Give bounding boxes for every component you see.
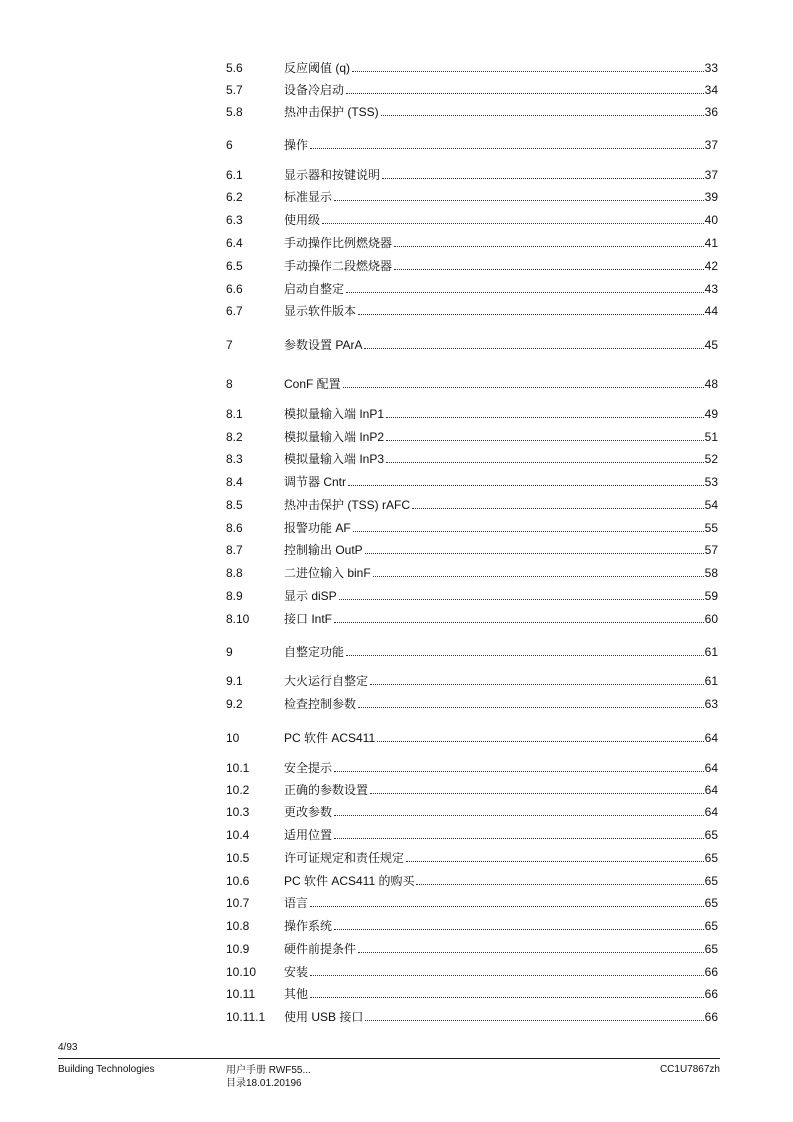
toc-title-line: [284, 827, 718, 843]
toc-entry[interactable]: [226, 337, 718, 353]
toc-entry[interactable]: [226, 82, 718, 98]
toc-page-number: 40: [704, 213, 718, 227]
toc-title-line: [284, 258, 718, 274]
dot-leader: [346, 92, 704, 94]
toc-title-line: [284, 406, 718, 422]
toc-section-number: 10.11.1: [226, 1010, 266, 1024]
toc-section-title: 模拟量输入端 InP3: [284, 452, 385, 466]
toc-entry[interactable]: [226, 520, 718, 536]
toc-section-number: 10.1: [226, 761, 250, 775]
dot-leader: [310, 905, 704, 907]
toc-section-number: 10.11: [226, 987, 256, 1001]
toc-title-line: [284, 303, 718, 319]
toc-title-line: [284, 611, 718, 627]
toc-section-title: 更改参数: [284, 805, 333, 819]
toc-page-number: 55: [704, 521, 718, 535]
toc-section-title: 模拟量输入端 InP2: [284, 430, 385, 444]
toc-section-title: 其他: [284, 987, 309, 1001]
toc-title-line: [284, 542, 718, 558]
dot-leader: [358, 706, 704, 708]
toc-title-line: [284, 588, 718, 604]
toc-title-line: [284, 212, 718, 228]
toc-section-title: 二进位输入 binF: [284, 566, 371, 580]
toc-section-title: ConF 配置: [284, 377, 341, 391]
toc-title-line: [284, 429, 718, 445]
toc-section-number: 8: [226, 377, 233, 391]
toc-section-title: 接口 IntF: [284, 612, 333, 626]
toc-section-number: 6.7: [226, 304, 243, 318]
toc-title-line: [284, 281, 718, 297]
toc-title-line: [284, 964, 718, 980]
toc-page-number: 54: [704, 498, 718, 512]
toc-section-title: 反应阈值 (q): [284, 61, 351, 75]
toc-entry[interactable]: [226, 782, 718, 798]
dot-leader: [406, 860, 704, 862]
toc-section-number: 8.6: [226, 521, 243, 535]
toc-page-number: 64: [704, 731, 718, 745]
toc-section-number: 10.7: [226, 896, 250, 910]
toc-title-line: [284, 644, 718, 660]
toc-title-line: [284, 451, 718, 467]
dot-leader: [386, 439, 704, 441]
toc-entry[interactable]: [226, 986, 718, 1002]
dot-leader: [394, 268, 704, 270]
toc-entry[interactable]: [226, 376, 718, 392]
toc-section-title: 控制输出 OutP: [284, 543, 363, 557]
toc-title-line: [284, 986, 718, 1002]
toc-section-number: 9.2: [226, 697, 243, 711]
toc-title-line: [284, 337, 718, 353]
toc-entry[interactable]: [226, 644, 718, 660]
dot-leader: [377, 740, 703, 742]
toc-section-title: 热冲击保护 (TSS): [284, 105, 379, 119]
toc-section-number: 8.2: [226, 430, 243, 444]
toc-entry[interactable]: [226, 474, 718, 490]
toc-entry[interactable]: [226, 873, 718, 889]
dot-leader: [310, 147, 704, 149]
footer-manual-info: [226, 1064, 311, 1090]
toc-page-number: 66: [704, 965, 718, 979]
toc-page-number: 36: [704, 105, 718, 119]
toc-section-number: 9: [226, 645, 233, 659]
toc-page-number: 65: [704, 874, 718, 888]
toc-page-number: 59: [704, 589, 718, 603]
toc-section-number: 8.1: [226, 407, 243, 421]
toc-section-number: 6.6: [226, 282, 243, 296]
toc-title-line: [284, 520, 718, 536]
toc-entry[interactable]: [226, 258, 718, 274]
toc-page-number: 60: [704, 612, 718, 626]
toc-page-number: 66: [704, 1010, 718, 1024]
toc-section-title: 正确的参数设置: [284, 783, 369, 797]
toc-title-line: [284, 760, 718, 776]
toc-section-title: 设备冷启动: [284, 83, 345, 97]
dot-leader: [348, 484, 704, 486]
toc-page-number: 64: [704, 805, 718, 819]
toc-section-number: 10.4: [226, 828, 250, 842]
toc-title-line: [284, 189, 718, 205]
dot-leader: [352, 70, 704, 72]
toc-section-title: 调节器 Cntr: [284, 475, 347, 489]
dot-leader: [334, 814, 704, 816]
toc-page-number: 41: [704, 236, 718, 250]
toc-section-title: 自整定功能: [284, 645, 345, 659]
toc-section-title: 硬件前提条件: [284, 942, 357, 956]
toc-section-number: 8.8: [226, 566, 243, 580]
toc-section-title: 适用位置: [284, 828, 333, 842]
toc-title-line: [284, 804, 718, 820]
toc-entry[interactable]: [226, 1009, 718, 1025]
toc-page-number: 45: [704, 338, 718, 352]
toc-title-line: [284, 730, 718, 746]
toc-entry[interactable]: [226, 850, 718, 866]
toc-section-title: 显示器和按键说明: [284, 168, 381, 182]
toc-page-number: 65: [704, 896, 718, 910]
toc-section-title: 使用级: [284, 213, 321, 227]
toc-title-line: [284, 1009, 718, 1025]
toc-title-line: [284, 673, 718, 689]
toc-entry[interactable]: [226, 235, 718, 251]
toc-entry[interactable]: [226, 827, 718, 843]
dot-leader: [370, 683, 704, 685]
toc-page-number: 65: [704, 828, 718, 842]
toc-entry[interactable]: [226, 167, 718, 183]
toc-entry[interactable]: [226, 673, 718, 689]
toc-entry[interactable]: [226, 281, 718, 297]
toc-page-number: 48: [704, 377, 718, 391]
toc-section-number: 8.9: [226, 589, 243, 603]
dot-leader: [334, 837, 704, 839]
dot-leader: [322, 222, 704, 224]
toc-title-line: [284, 82, 718, 98]
toc-title-line: [284, 941, 718, 957]
toc-section-title: 安全提示: [284, 761, 333, 775]
toc-entry[interactable]: [226, 429, 718, 445]
dot-leader: [334, 928, 704, 930]
dot-leader: [386, 461, 704, 463]
toc-section-number: 10.2: [226, 783, 250, 797]
toc-page-number: 61: [704, 645, 718, 659]
toc-section-number: 8.4: [226, 475, 243, 489]
dot-leader: [365, 1019, 703, 1021]
dot-leader: [358, 313, 704, 315]
toc-section-number: 10.6: [226, 874, 250, 888]
toc-title-line: [284, 137, 718, 153]
toc-entry[interactable]: [226, 565, 718, 581]
toc-section-title: 参数设置 PArA: [284, 338, 363, 352]
toc-section-number: 6.4: [226, 236, 243, 250]
toc-page-number: 52: [704, 452, 718, 466]
toc-entry[interactable]: [226, 941, 718, 957]
toc-title-line: [284, 474, 718, 490]
toc-entry[interactable]: [226, 588, 718, 604]
dot-leader: [310, 996, 704, 998]
toc-page-number: 58: [704, 566, 718, 580]
toc-entry[interactable]: [226, 895, 718, 911]
toc-section-title: 手动操作比例燃烧器: [284, 236, 393, 250]
toc-entry[interactable]: [226, 212, 718, 228]
toc-page-number: 64: [704, 761, 718, 775]
toc-section-number: 10.10: [226, 965, 257, 979]
toc-page-number: 61: [704, 674, 718, 688]
toc-entry[interactable]: [226, 189, 718, 205]
toc-section-title: 使用 USB 接口: [284, 1010, 364, 1024]
toc-title-line: [284, 497, 718, 513]
toc-page-number: 63: [704, 697, 718, 711]
toc-section-number: 5.8: [226, 105, 243, 119]
dot-leader: [370, 792, 704, 794]
toc-page-number: 34: [704, 83, 718, 97]
toc-section-number: 6.2: [226, 190, 243, 204]
toc-page-number: 65: [704, 851, 718, 865]
toc-title-line: [284, 235, 718, 251]
toc-section-number: 8.10: [226, 612, 250, 626]
toc-section-title: 操作系统: [284, 919, 333, 933]
dot-leader: [382, 177, 704, 179]
toc-section-number: 10.5: [226, 851, 250, 865]
toc-section-title: 显示软件版本: [284, 304, 357, 318]
toc-page-number: 33: [704, 61, 718, 75]
toc-section-title: 显示 diSP: [284, 589, 337, 603]
toc-title-line: [284, 782, 718, 798]
toc-section-title: 启动自整定: [284, 282, 345, 296]
dot-leader: [334, 770, 704, 772]
toc-section-number: 8.7: [226, 543, 243, 557]
dot-leader: [334, 621, 704, 623]
toc-section-number: 10.3: [226, 805, 250, 819]
footer-divider: [58, 1058, 720, 1059]
toc-page-number: 49: [704, 407, 718, 421]
toc-section-number: 6.1: [226, 168, 243, 182]
toc-page-number: 66: [704, 987, 718, 1001]
dot-leader: [394, 245, 704, 247]
toc-title-line: [284, 104, 718, 120]
dot-leader: [358, 951, 704, 953]
toc-entry[interactable]: [226, 60, 718, 76]
toc-section-number: 5.6: [226, 61, 243, 75]
dot-leader: [373, 575, 704, 577]
toc-entry[interactable]: [226, 497, 718, 513]
toc-title-line: [284, 850, 718, 866]
toc-section-number: 10: [226, 731, 240, 745]
toc-section-title: PC 软件 ACS411: [284, 731, 376, 745]
toc-title-line: [284, 918, 718, 934]
toc-entry[interactable]: [226, 451, 718, 467]
toc-section-title: 标准显示: [284, 190, 333, 204]
toc-section-title: 安装: [284, 965, 309, 979]
dot-leader: [386, 416, 704, 418]
toc-section-number: 5.7: [226, 83, 243, 97]
toc-section-number: 6: [226, 138, 233, 152]
dot-leader: [339, 598, 704, 600]
toc-section-title: 语言: [284, 896, 309, 910]
dot-leader: [364, 347, 703, 349]
toc-title-line: [284, 376, 718, 392]
toc-entry[interactable]: [226, 303, 718, 319]
footer-company: Building Technologies: [58, 1064, 155, 1075]
toc-entry[interactable]: [226, 406, 718, 422]
toc-section-title: 大火运行自整定: [284, 674, 369, 688]
dot-leader: [310, 974, 704, 976]
toc-section-title: 检查控制参数: [284, 697, 357, 711]
toc-page-number: 65: [704, 942, 718, 956]
toc-section-title: 报警功能 AF: [284, 521, 351, 535]
dot-leader: [346, 654, 704, 656]
toc-page-number: 51: [704, 430, 718, 444]
toc-title-line: [284, 565, 718, 581]
toc-entry[interactable]: [226, 804, 718, 820]
toc-page-number: 65: [704, 919, 718, 933]
toc-page-number: 43: [704, 282, 718, 296]
toc-entry[interactable]: [226, 137, 718, 153]
toc-section-number: 10.9: [226, 942, 250, 956]
toc-page-number: 44: [704, 304, 718, 318]
toc-section-number: 7: [226, 338, 233, 352]
dot-leader: [353, 530, 704, 532]
footer-manual-date: 目录18.01.20196: [226, 1078, 302, 1089]
toc-section-title: 手动操作二段燃烧器: [284, 259, 393, 273]
toc-title-line: [284, 873, 718, 889]
toc-page-number: 42: [704, 259, 718, 273]
dot-leader: [365, 552, 704, 554]
toc-section-number: 6.3: [226, 213, 243, 227]
toc-section-number: 8.5: [226, 498, 243, 512]
toc-section-title: 热冲击保护 (TSS) rAFC: [284, 498, 410, 512]
dot-leader: [381, 114, 704, 116]
dot-leader: [343, 386, 704, 388]
toc-entry[interactable]: [226, 918, 718, 934]
toc-page-number: 57: [704, 543, 718, 557]
toc-page-number: 53: [704, 475, 718, 489]
dot-leader: [334, 199, 704, 201]
dot-leader: [416, 883, 703, 885]
toc-page-number: 39: [704, 190, 718, 204]
toc-section-title: 操作: [284, 138, 309, 152]
footer-doc-code: CC1U7867zh: [659, 1064, 720, 1075]
toc-title-line: [284, 60, 718, 76]
toc-section-number: 6.5: [226, 259, 243, 273]
footer-page-number: 4/93: [58, 1042, 78, 1053]
toc-title-line: [284, 895, 718, 911]
toc-section-title: PC 软件 ACS411 的购买: [284, 874, 415, 888]
dot-leader: [346, 291, 704, 293]
toc-entry[interactable]: [226, 964, 718, 980]
toc-entry[interactable]: [226, 730, 718, 746]
dot-leader: [412, 507, 704, 509]
toc-section-number: 9.1: [226, 674, 243, 688]
toc-entry[interactable]: [226, 696, 718, 712]
toc-page-number: 64: [704, 783, 718, 797]
toc-entry[interactable]: [226, 611, 718, 627]
toc-title-line: [284, 696, 718, 712]
toc-page-number: 37: [704, 168, 718, 182]
toc-section-number: 10.8: [226, 919, 250, 933]
toc-entry[interactable]: [226, 104, 718, 120]
toc-section-number: 8.3: [226, 452, 243, 466]
toc-section-title: 模拟量输入端 InP1: [284, 407, 385, 421]
toc-entry[interactable]: [226, 760, 718, 776]
toc-page-number: 37: [704, 138, 718, 152]
toc-section-title: 许可证规定和责任规定: [284, 851, 405, 865]
toc-entry[interactable]: [226, 542, 718, 558]
toc-title-line: [284, 167, 718, 183]
footer-manual-title: 用户手册 RWF55...: [226, 1065, 311, 1076]
